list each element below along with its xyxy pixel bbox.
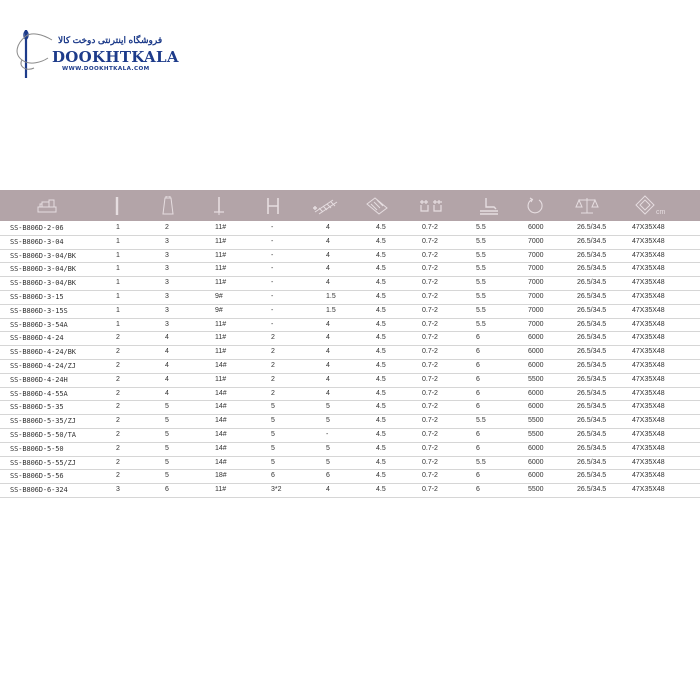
- thread-count-cell: 3: [165, 279, 169, 287]
- table-row: [0, 250, 700, 264]
- dimensions-cell: 47X35X48: [632, 292, 665, 300]
- dimensions-cell: 47X35X48: [632, 237, 665, 245]
- needle-size-cell: 14#: [215, 458, 227, 466]
- presser-foot-height-cell: 5.5: [476, 306, 486, 314]
- presser-foot-height-cell: 5.5: [476, 292, 486, 300]
- weight-cell: 26.5/34.5: [577, 389, 607, 397]
- stitch-width-cell: 4.5: [376, 389, 386, 397]
- needle-gauge-cell: -: [271, 237, 274, 245]
- stitch-width-cell: 4.5: [376, 265, 386, 273]
- presser-foot-height-cell: 6: [476, 389, 480, 397]
- stitch-length-icon: [310, 190, 340, 221]
- dimension-unit-label: cm: [656, 208, 666, 216]
- model-cell: SS-B806D-3-54A: [10, 320, 68, 329]
- differential-feed-icon: [416, 190, 446, 221]
- needle-count-cell: 2: [116, 348, 120, 356]
- stitch-width-cell: 4.5: [376, 292, 386, 300]
- needle-size-cell: 14#: [215, 389, 227, 397]
- needle-count-cell: 2: [116, 472, 120, 480]
- differential-feed-cell: 0.7-2: [422, 251, 438, 259]
- stitch-width-cell: 4.5: [376, 334, 386, 342]
- speed-cell: 6000: [528, 444, 544, 452]
- table-row: [0, 346, 700, 360]
- dimensions-cell: 47X35X48: [632, 361, 665, 369]
- presser-foot-height-cell: 6: [476, 348, 480, 356]
- presser-foot-height-cell: 6: [476, 444, 480, 452]
- needle-count-cell: 2: [116, 375, 120, 383]
- presser-foot-height-cell: 5.5: [476, 224, 486, 231]
- needle-gauge-cell: -: [271, 251, 274, 259]
- needle-size-cell: 11#: [215, 251, 227, 259]
- weight-cell: 26.5/34.5: [577, 265, 607, 273]
- differential-feed-cell: 0.7-2: [422, 361, 438, 369]
- table-row: [0, 429, 700, 443]
- table-row: [0, 401, 700, 415]
- table-row: [0, 319, 700, 333]
- stitch-length-cell: 5: [326, 444, 330, 452]
- needle-gauge-cell: 2: [271, 348, 275, 356]
- table-row: [0, 388, 700, 402]
- dimensions-cell: 47X35X48: [632, 279, 665, 287]
- table-row: [0, 291, 700, 305]
- thread-count-cell: 5: [165, 472, 169, 480]
- model-cell: SS-B806D-4-55A: [10, 389, 68, 398]
- model-cell: SS-B806D-4-24: [10, 334, 64, 343]
- speed-cell: 6000: [528, 389, 544, 397]
- weight-cell: 26.5/34.5: [577, 430, 607, 438]
- stitch-length-cell: 5: [326, 403, 330, 411]
- presser-foot-height-cell: 5.5: [476, 417, 486, 425]
- thread-count-cell: 4: [165, 375, 169, 383]
- model-cell: SS-B806D-3-04/BK: [10, 279, 76, 288]
- speed-cell: 6000: [528, 472, 544, 480]
- table-row: [0, 457, 700, 471]
- model-cell: SS-B806D-3-15: [10, 292, 64, 301]
- table-row: [0, 332, 700, 346]
- thread-count-cell: 5: [165, 417, 169, 425]
- thread-cone-icon: [158, 190, 178, 221]
- stitch-length-cell: 5: [326, 417, 330, 425]
- dimensions-cell: 47X35X48: [632, 265, 665, 273]
- needle-gauge-cell: -: [271, 265, 274, 273]
- table-row: [0, 360, 700, 374]
- model-cell: SS-B806D-5-35/ZJ: [10, 417, 76, 426]
- stitch-width-cell: 4.5: [376, 361, 386, 369]
- thread-count-cell: 4: [165, 389, 169, 397]
- thread-count-cell: 3: [165, 292, 169, 300]
- thread-count-cell: 6: [165, 486, 169, 494]
- dimensions-cell: 47X35X48: [632, 348, 665, 356]
- differential-feed-cell: 0.7-2: [422, 472, 438, 480]
- needle-count-icon: [110, 190, 124, 221]
- differential-feed-cell: 0.7-2: [422, 334, 438, 342]
- weight-cell: 26.5/34.5: [577, 237, 607, 245]
- needle-gauge-icon: [264, 190, 282, 221]
- stitch-width-cell: 4.5: [376, 306, 386, 314]
- speed-cell: 6000: [528, 348, 544, 356]
- model-cell: SS-B806D-5-56: [10, 472, 64, 481]
- stitch-width-cell: 4.5: [376, 237, 386, 245]
- stitch-length-cell: 4: [326, 237, 330, 245]
- stitch-length-cell: 5: [326, 458, 330, 466]
- thread-count-cell: 2: [165, 224, 169, 231]
- differential-feed-cell: 0.7-2: [422, 279, 438, 287]
- presser-foot-height-cell: 5.5: [476, 279, 486, 287]
- needle-gauge-cell: 2: [271, 375, 275, 383]
- speed-cell: 7000: [528, 237, 544, 245]
- presser-foot-height-cell: 5.5: [476, 320, 486, 328]
- differential-feed-cell: 0.7-2: [422, 375, 438, 383]
- needle-gauge-cell: 2: [271, 389, 275, 397]
- speed-cell: 6000: [528, 458, 544, 466]
- presser-foot-height-cell: 5.5: [476, 265, 486, 273]
- speed-cell: 6000: [528, 334, 544, 342]
- needle-count-cell: 1: [116, 320, 120, 328]
- presser-foot-height-cell: 6: [476, 430, 480, 438]
- stitch-width-cell: 4.5: [376, 458, 386, 466]
- needle-count-cell: 2: [116, 403, 120, 411]
- stitch-length-cell: 4: [326, 320, 330, 328]
- stitch-width-cell: 4.5: [376, 279, 386, 287]
- speed-cell: 6000: [528, 224, 544, 231]
- stitch-width-cell: 4.5: [376, 472, 386, 480]
- needle-size-cell: 14#: [215, 430, 227, 438]
- model-cell: SS-B806D-6-324: [10, 486, 68, 495]
- stitch-length-cell: 4: [326, 224, 330, 231]
- dimensions-cell: 47X35X48: [632, 458, 665, 466]
- model-cell: SS-B806D-3-15S: [10, 306, 68, 315]
- thread-count-cell: 5: [165, 430, 169, 438]
- dimensions-cell: 47X35X48: [632, 224, 665, 231]
- thread-count-cell: 4: [165, 348, 169, 356]
- needle-gauge-cell: 3*2: [271, 486, 282, 494]
- needle-count-cell: 2: [116, 458, 120, 466]
- table-row: [0, 263, 700, 277]
- stitch-length-cell: 4: [326, 389, 330, 397]
- differential-feed-cell: 0.7-2: [422, 430, 438, 438]
- needle-size-cell: 11#: [215, 265, 227, 273]
- weight-cell: 26.5/34.5: [577, 251, 607, 259]
- logo-url: WWW.DOOKHTKALA.COM: [62, 66, 150, 72]
- model-cell: SS-B806D-3-04: [10, 237, 64, 246]
- needle-size-cell: 11#: [215, 224, 227, 231]
- differential-feed-cell: 0.7-2: [422, 306, 438, 314]
- stitch-length-cell: 4: [326, 334, 330, 342]
- weight-cell: 26.5/34.5: [577, 224, 607, 231]
- stitch-width-cell: 4.5: [376, 430, 386, 438]
- weight-cell: 26.5/34.5: [577, 279, 607, 287]
- needle-gauge-cell: 6: [271, 472, 275, 480]
- weight-cell: 26.5/34.5: [577, 292, 607, 300]
- needle-count-cell: 1: [116, 279, 120, 287]
- thread-count-cell: 3: [165, 251, 169, 259]
- needle-count-cell: 2: [116, 334, 120, 342]
- table-row: [0, 277, 700, 291]
- needle-count-cell: 1: [116, 292, 120, 300]
- needle-size-cell: 9#: [215, 306, 223, 314]
- dimensions-cell: 47X35X48: [632, 403, 665, 411]
- thread-count-cell: 3: [165, 306, 169, 314]
- needle-count-cell: 1: [116, 306, 120, 314]
- thread-count-cell: 4: [165, 334, 169, 342]
- model-cell: SS-B806D-3-04/BK: [10, 251, 76, 260]
- stitch-length-cell: 4: [326, 486, 330, 494]
- model-cell: SS-B806D-3-04/BK: [10, 265, 76, 274]
- stitch-width-cell: 4.5: [376, 403, 386, 411]
- needle-size-cell: 14#: [215, 417, 227, 425]
- spec-table: [0, 222, 700, 498]
- presser-foot-height-cell: 6: [476, 403, 480, 411]
- stitch-length-cell: 6: [326, 472, 330, 480]
- differential-feed-cell: 0.7-2: [422, 486, 438, 494]
- needle-size-cell: 14#: [215, 361, 227, 369]
- differential-feed-cell: 0.7-2: [422, 237, 438, 245]
- needle-gauge-cell: -: [271, 306, 274, 314]
- thread-count-cell: 5: [165, 403, 169, 411]
- presser-foot-height-cell: 5.5: [476, 458, 486, 466]
- differential-feed-cell: 0.7-2: [422, 320, 438, 328]
- dimensions-cell: 47X35X48: [632, 375, 665, 383]
- table-header: [0, 190, 700, 221]
- presser-foot-height-cell: 5.5: [476, 251, 486, 259]
- speed-icon: [524, 190, 546, 221]
- model-cell: SS-B806D-4-24H: [10, 375, 68, 384]
- stitch-width-cell: 4.5: [376, 444, 386, 452]
- logo-persian-text: فروشگاه اینترنتی دوخت کالا: [58, 35, 163, 45]
- weight-cell: 26.5/34.5: [577, 472, 607, 480]
- needle-count-cell: 2: [116, 430, 120, 438]
- stitch-length-cell: 1.5: [326, 292, 336, 300]
- dimensions-cell: 47X35X48: [632, 320, 665, 328]
- speed-cell: 7000: [528, 320, 544, 328]
- weight-cell: 26.5/34.5: [577, 486, 607, 494]
- needle-size-cell: 18#: [215, 472, 227, 480]
- thread-count-cell: 5: [165, 444, 169, 452]
- model-cell: SS-B806D-5-50: [10, 444, 64, 453]
- differential-feed-cell: 0.7-2: [422, 403, 438, 411]
- weight-cell: 26.5/34.5: [577, 348, 607, 356]
- needle-size-cell: 11#: [215, 348, 227, 356]
- speed-cell: 6000: [528, 403, 544, 411]
- presser-foot-height-icon: [476, 190, 502, 221]
- presser-foot-height-cell: 6: [476, 486, 480, 494]
- dimensions-cell: 47X35X48: [632, 251, 665, 259]
- table-row: [0, 305, 700, 319]
- dimensions-cell: 47X35X48: [632, 389, 665, 397]
- needle-gauge-cell: 5: [271, 430, 275, 438]
- dimensions-cell: 47X35X48: [632, 417, 665, 425]
- stitch-width-cell: 4.5: [376, 251, 386, 259]
- needle-size-cell: 11#: [215, 375, 227, 383]
- speed-cell: 6000: [528, 361, 544, 369]
- needle-count-cell: 2: [116, 444, 120, 452]
- needle-gauge-cell: 2: [271, 361, 275, 369]
- needle-gauge-cell: 5: [271, 444, 275, 452]
- stitch-width-cell: 4.5: [376, 348, 386, 356]
- stitch-length-cell: 4: [326, 251, 330, 259]
- weight-cell: 26.5/34.5: [577, 375, 607, 383]
- speed-cell: 5500: [528, 375, 544, 383]
- needle-size-cell: 14#: [215, 444, 227, 452]
- needle-size-cell: 9#: [215, 292, 223, 300]
- differential-feed-cell: 0.7-2: [422, 224, 438, 231]
- needle-gauge-cell: 5: [271, 403, 275, 411]
- differential-feed-cell: 0.7-2: [422, 348, 438, 356]
- model-cell: SS-B806D-4-24/BK: [10, 348, 76, 357]
- speed-cell: 7000: [528, 292, 544, 300]
- needle-count-cell: 2: [116, 389, 120, 397]
- logo: [12, 28, 202, 78]
- needle-count-cell: 2: [116, 417, 120, 425]
- weight-icon: [574, 190, 600, 221]
- stitch-length-cell: -: [326, 430, 329, 438]
- speed-cell: 7000: [528, 306, 544, 314]
- speed-cell: 7000: [528, 251, 544, 259]
- presser-foot-height-cell: 6: [476, 334, 480, 342]
- model-cell: SS-B806D-5-55/ZJ: [10, 458, 76, 467]
- package-dimensions-icon: [634, 190, 670, 221]
- stitch-length-cell: 4: [326, 361, 330, 369]
- needle-gauge-cell: -: [271, 320, 274, 328]
- stitch-width-cell: 4.5: [376, 486, 386, 494]
- differential-feed-cell: 0.7-2: [422, 417, 438, 425]
- speed-cell: 5500: [528, 430, 544, 438]
- speed-cell: 5500: [528, 486, 544, 494]
- thread-count-cell: 4: [165, 361, 169, 369]
- weight-cell: 26.5/34.5: [577, 403, 607, 411]
- stitch-length-cell: 4: [326, 375, 330, 383]
- table-row: [0, 470, 700, 484]
- needle-count-cell: 1: [116, 224, 120, 231]
- table-row: [0, 374, 700, 388]
- model-cell: SS-B806D-5-35: [10, 403, 64, 412]
- needle-gauge-cell: -: [271, 292, 274, 300]
- needle-count-cell: 3: [116, 486, 120, 494]
- stitch-width-cell: 4.5: [376, 320, 386, 328]
- needle-count-cell: 1: [116, 251, 120, 259]
- dimensions-cell: 47X35X48: [632, 334, 665, 342]
- dimensions-cell: 47X35X48: [632, 444, 665, 452]
- presser-foot-height-cell: 6: [476, 472, 480, 480]
- weight-cell: 26.5/34.5: [577, 361, 607, 369]
- weight-cell: 26.5/34.5: [577, 334, 607, 342]
- differential-feed-cell: 0.7-2: [422, 458, 438, 466]
- machine-model-icon: [30, 190, 64, 221]
- stitch-width-icon: [362, 190, 392, 221]
- needle-size-cell: 11#: [215, 320, 227, 328]
- model-cell: SS-B806D-2-06: [10, 224, 64, 232]
- logo-brand-name: DOOKHTKALA: [52, 48, 179, 66]
- needle-count-cell: 2: [116, 361, 120, 369]
- presser-foot-height-cell: 5.5: [476, 237, 486, 245]
- needle-size-cell: 14#: [215, 403, 227, 411]
- needle-gauge-cell: 5: [271, 417, 275, 425]
- table-row: [0, 236, 700, 250]
- needle-size-icon: [212, 190, 226, 221]
- presser-foot-height-cell: 6: [476, 361, 480, 369]
- needle-gauge-cell: -: [271, 279, 274, 287]
- needle-size-cell: 11#: [215, 334, 227, 342]
- stitch-width-cell: 4.5: [376, 375, 386, 383]
- stitch-width-cell: 4.5: [376, 417, 386, 425]
- needle-count-cell: 1: [116, 237, 120, 245]
- stitch-length-cell: 4: [326, 265, 330, 273]
- needle-size-cell: 11#: [215, 237, 227, 245]
- needle-count-cell: 1: [116, 265, 120, 273]
- thread-count-cell: 5: [165, 458, 169, 466]
- table-row: [0, 222, 700, 236]
- weight-cell: 26.5/34.5: [577, 306, 607, 314]
- speed-cell: 5500: [528, 417, 544, 425]
- stitch-length-cell: 1.5: [326, 306, 336, 314]
- dimensions-cell: 47X35X48: [632, 486, 665, 494]
- presser-foot-height-cell: 6: [476, 375, 480, 383]
- thread-count-cell: 3: [165, 265, 169, 273]
- thread-count-cell: 3: [165, 320, 169, 328]
- stitch-length-cell: 4: [326, 348, 330, 356]
- weight-cell: 26.5/34.5: [577, 417, 607, 425]
- differential-feed-cell: 0.7-2: [422, 292, 438, 300]
- table-row: [0, 484, 700, 498]
- needle-gauge-cell: -: [271, 224, 274, 231]
- table-row: [0, 443, 700, 457]
- dimensions-cell: 47X35X48: [632, 430, 665, 438]
- speed-cell: 7000: [528, 279, 544, 287]
- weight-cell: 26.5/34.5: [577, 320, 607, 328]
- model-cell: SS-B806D-4-24/ZJ: [10, 361, 76, 370]
- dimensions-cell: 47X35X48: [632, 306, 665, 314]
- differential-feed-cell: 0.7-2: [422, 444, 438, 452]
- speed-cell: 7000: [528, 265, 544, 273]
- needle-size-cell: 11#: [215, 486, 227, 494]
- stitch-width-cell: 4.5: [376, 224, 386, 231]
- differential-feed-cell: 0.7-2: [422, 389, 438, 397]
- weight-cell: 26.5/34.5: [577, 458, 607, 466]
- needle-gauge-cell: 2: [271, 334, 275, 342]
- needle-gauge-cell: 5: [271, 458, 275, 466]
- differential-feed-cell: 0.7-2: [422, 265, 438, 273]
- table-row: [0, 415, 700, 429]
- stitch-length-cell: 4: [326, 279, 330, 287]
- thread-count-cell: 3: [165, 237, 169, 245]
- needle-size-cell: 11#: [215, 279, 227, 287]
- model-cell: SS-B806D-5-50/TA: [10, 430, 76, 439]
- weight-cell: 26.5/34.5: [577, 444, 607, 452]
- dimensions-cell: 47X35X48: [632, 472, 665, 480]
